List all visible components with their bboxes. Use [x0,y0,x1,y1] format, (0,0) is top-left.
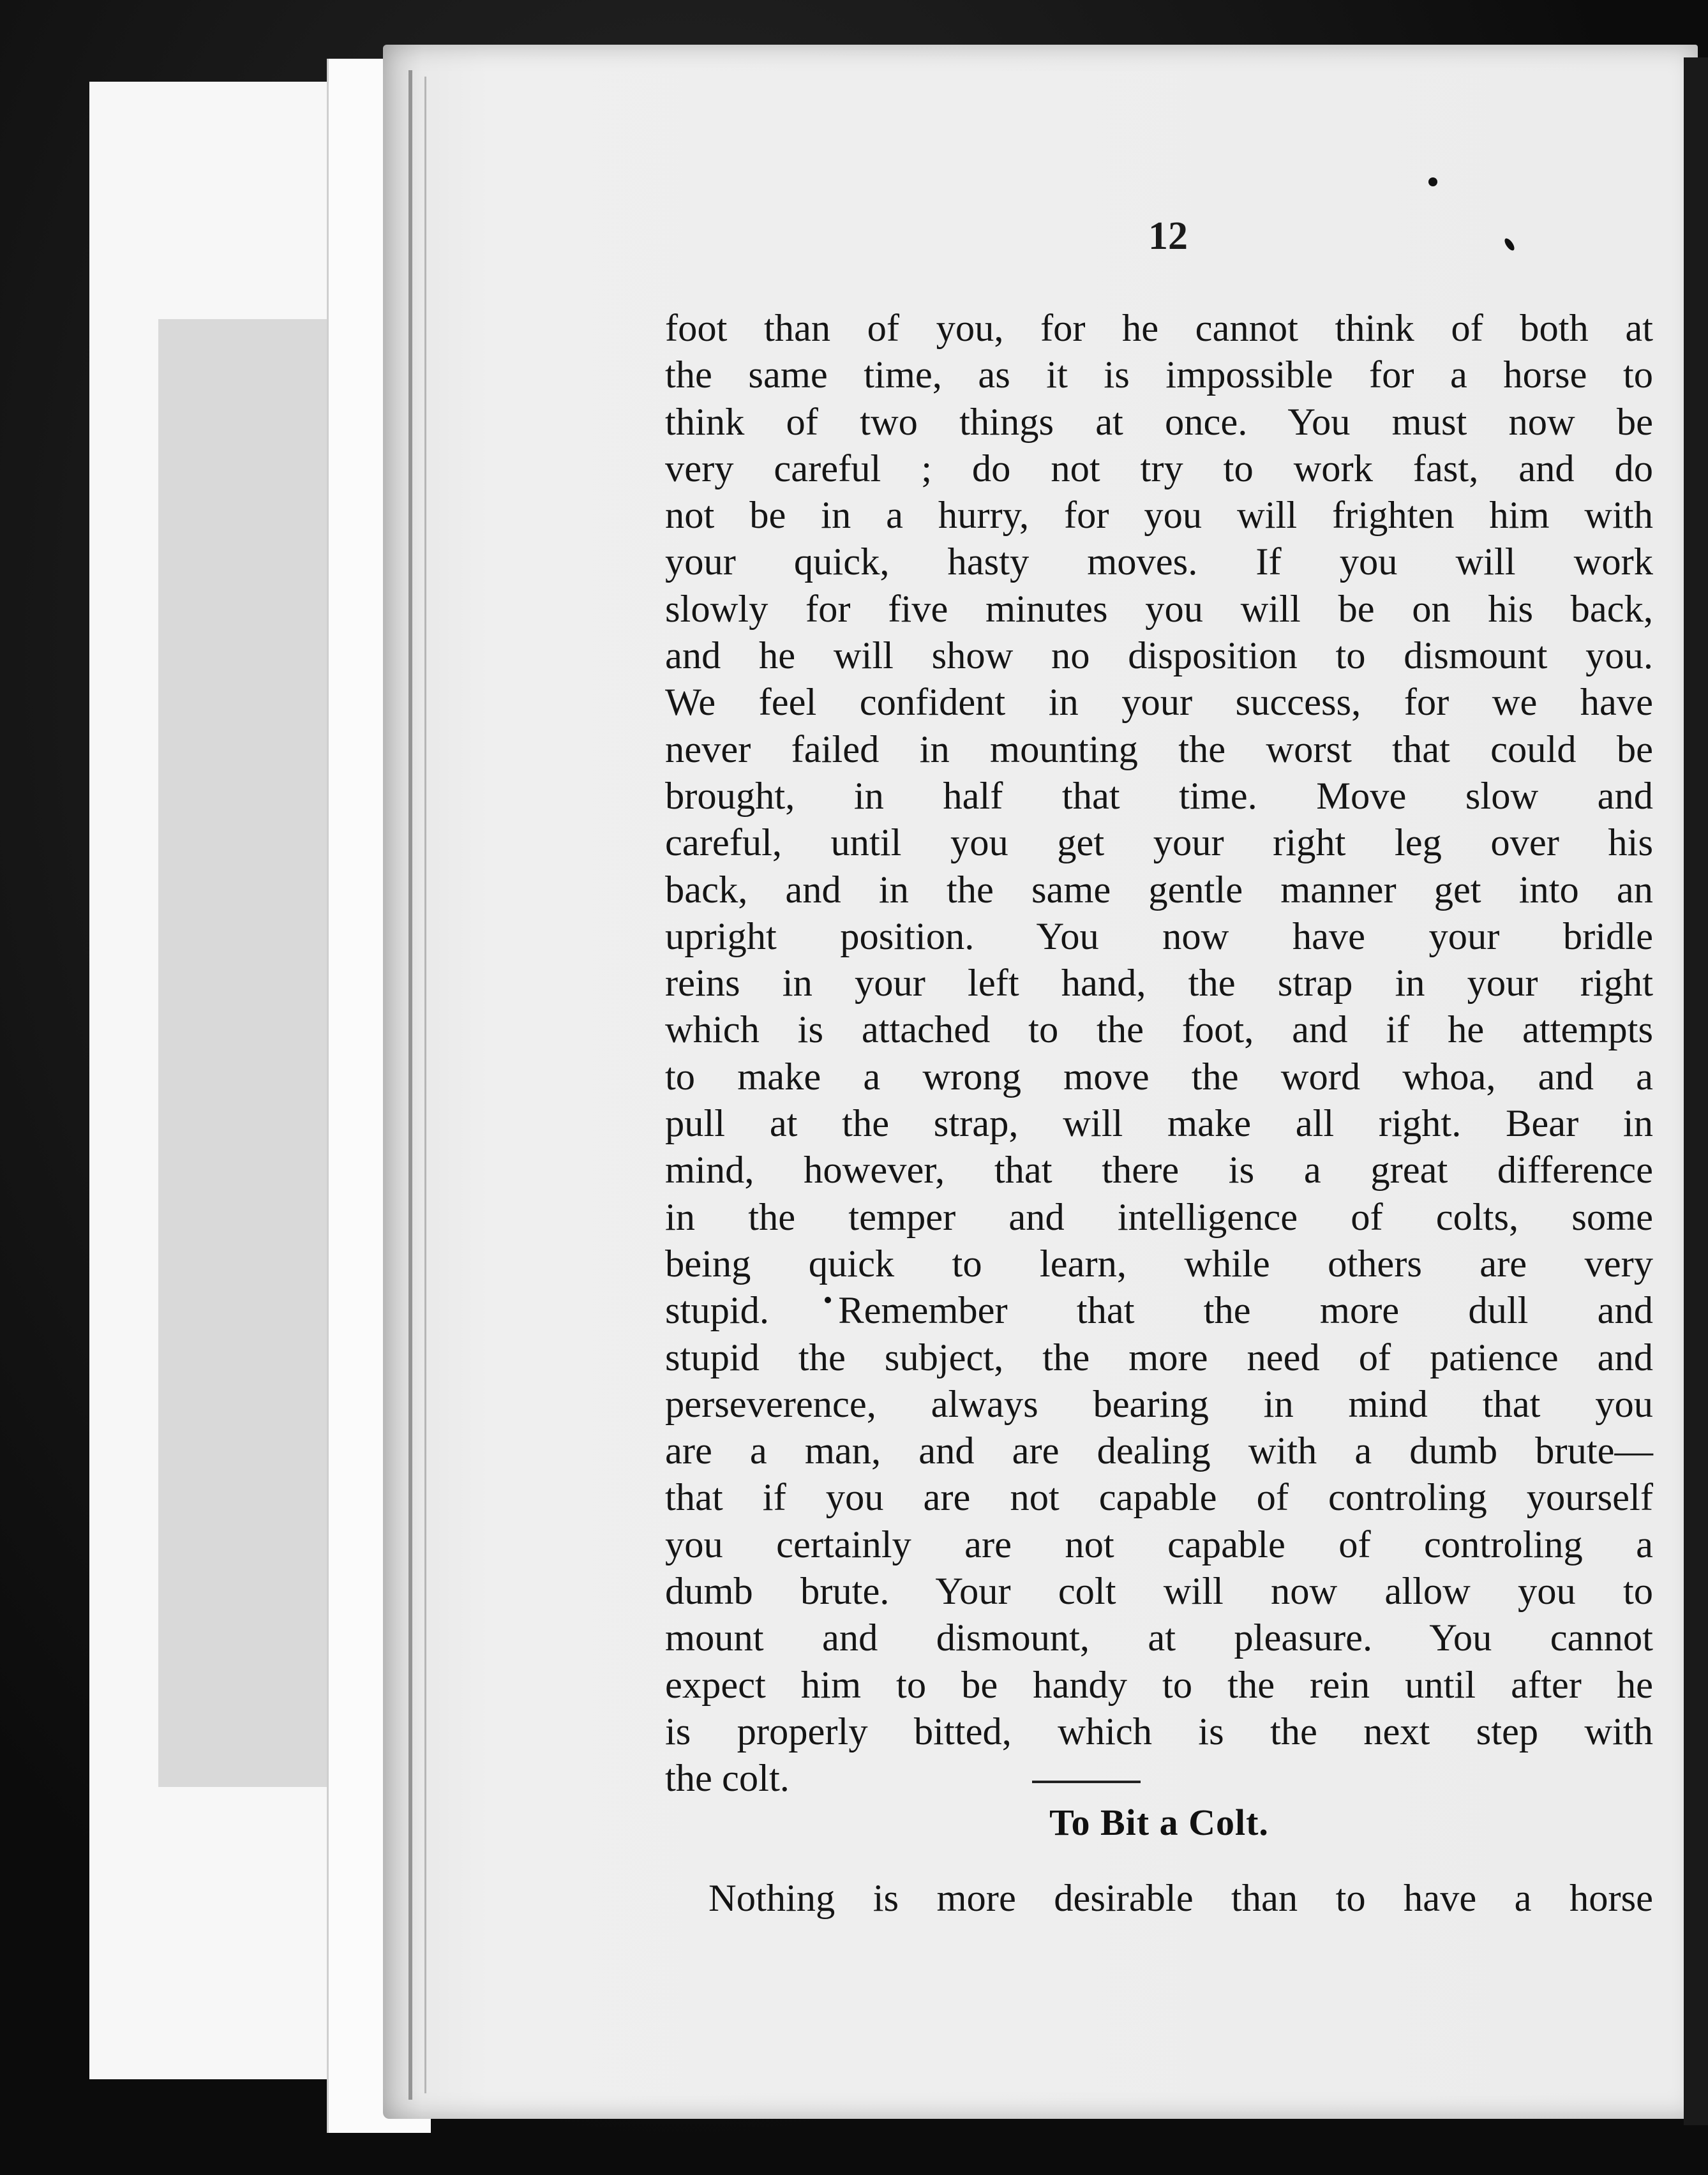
paragraph-start: Nothing is more desirable than to have a horse [708,1877,1653,1920]
text-line: the colt. [665,1757,790,1800]
text-line: back, and in the same gentle manner get into an [665,868,1653,911]
text-line: stupid. Remember that the more dull and [665,1289,1653,1333]
page-spine-edge [408,70,412,2100]
section-heading: To Bit a Colt. [1049,1802,1269,1843]
text-line: you certainly are not capable of controling a [665,1523,1653,1566]
text-line: to make a wrong move the word whoa, and a [665,1055,1653,1098]
text-line: expect him to be handy to the rein until after he [665,1663,1653,1707]
text-line: mind, however, that there is a great difference [665,1149,1653,1192]
scan-right-edge [1684,57,1708,2125]
text-line: your quick, hasty moves. If you will work [665,541,1653,584]
text-line: slowly for five minutes you will be on his back, [665,587,1653,631]
text-line: stupid the subject, the more need of patience and [665,1336,1653,1379]
text-line: in the temper and intelligence of colts, some [665,1195,1653,1239]
text-line: foot than of you, for he cannot think of both at [665,307,1653,350]
text-line: perseverence, always bearing in mind that you [665,1382,1653,1426]
text-line: not be in a hurry, for you will frighten him with [665,494,1653,537]
text-line: We feel confident in your success, for we have [665,681,1653,724]
ink-speck [1428,177,1437,186]
text-line-last [665,1755,1653,1802]
text-line: dumb brute. Your colt will now allow you to [665,1570,1653,1613]
text-line: never failed in mounting the worst that could be [665,728,1653,771]
section-rule [1032,1781,1141,1783]
text-line: think of two things at once. You must now be [665,400,1653,444]
text-line: that if you are not capable of controling yourself [665,1476,1653,1520]
text-line: being quick to learn, while others are very [665,1242,1653,1285]
text-line: brought, in half that time. Move slow and [665,774,1653,818]
text-line: are a man, and are dealing with a dumb brute— [665,1430,1653,1473]
text-line: pull at the strap, will make all right. Bear in [665,1102,1653,1146]
text-line: which is attached to the foot, and if he attempts [665,1008,1653,1052]
text-line: upright position. You now have your bridle [665,915,1653,958]
text-line: and he will show no disposition to dismount you. [665,634,1653,678]
text-line: careful, until you get your right leg over his [665,821,1653,865]
body-text [665,305,1653,1802]
text-line: is properly bitted, which is the next step with [665,1710,1653,1753]
page-number: 12 [1148,214,1188,258]
text-line: very careful ; do not try to work fast, and do [665,447,1653,490]
page-spine-edge-inner [424,77,426,2093]
text-line: reins in your left hand, the strap in your right [665,962,1653,1005]
text-line: the same time, as it is impossible for a horse to [665,354,1653,397]
text-line: mount and dismount, at pleasure. You cannot [665,1617,1653,1660]
